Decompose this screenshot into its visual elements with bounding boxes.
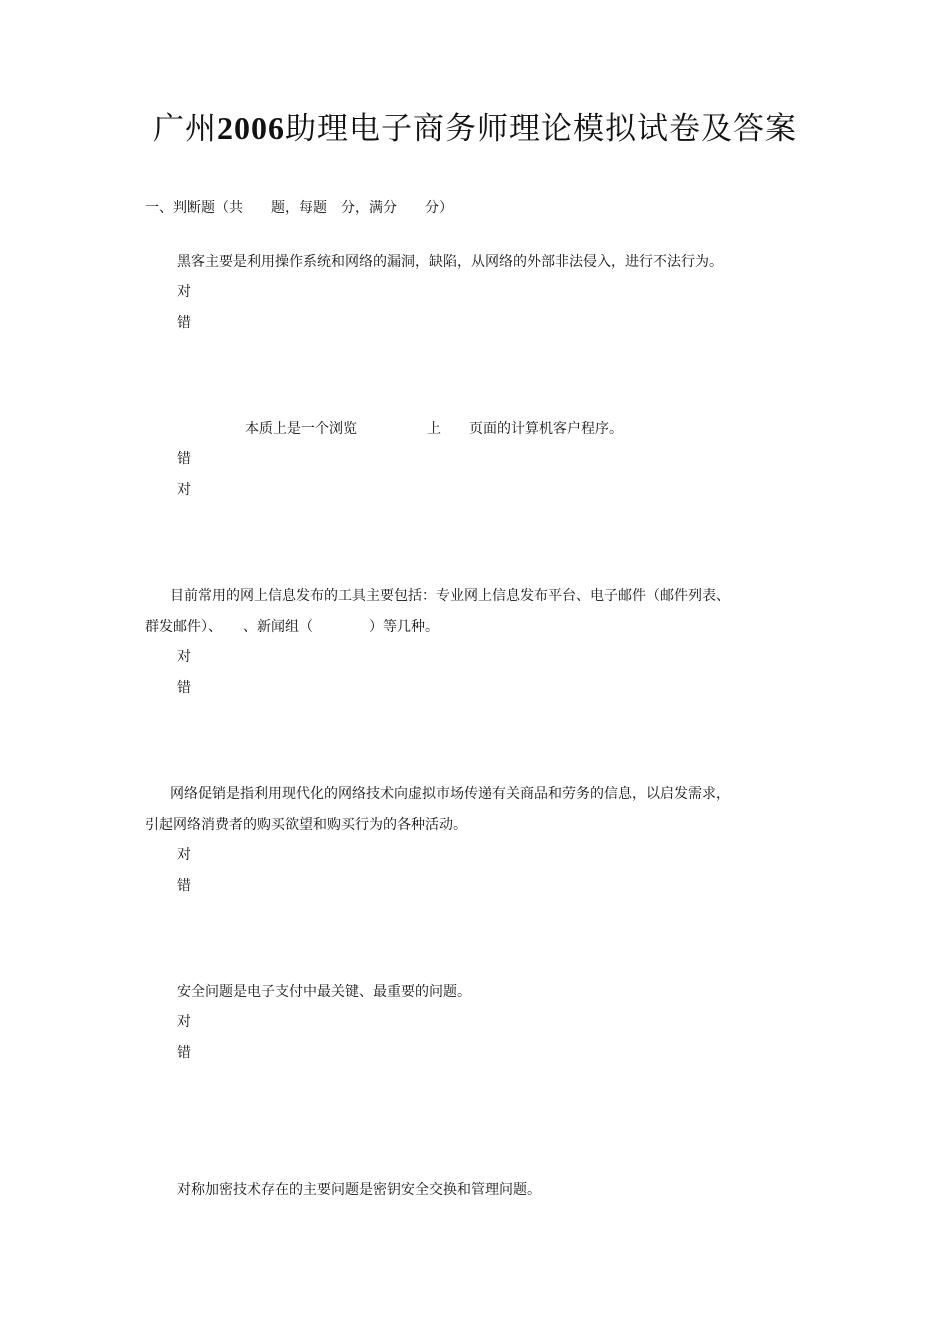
question-4-option-1: 对	[177, 847, 191, 863]
question-3-option-1: 对	[177, 649, 191, 665]
question-1-text: 黑客主要是利用操作系统和网络的漏洞，缺陷，从网络的外部非法侵入，进行不法行为。	[177, 254, 723, 270]
question-5-text: 安全问题是电子支付中最关键、最重要的问题。	[177, 984, 471, 1000]
question-4-text-line-1: 网络促销是指利用现代化的网络技术向虚拟市场传递有关商品和劳务的信息，以启发需求，	[170, 786, 730, 802]
title-prefix: 广州	[153, 111, 217, 147]
question-4-text-line-2: 引起网络消费者的购买欲望和购买行为的各种活动。	[145, 817, 467, 833]
document-title	[0, 104, 950, 153]
question-6-text: 对称加密技术存在的主要问题是密钥安全交换和管理问题。	[177, 1182, 541, 1198]
section-heading: 一、判断题（共 题，每题 分，满分 分）	[145, 200, 453, 216]
question-3-text-line-1: 目前常用的网上信息发布的工具主要包括：专业网上信息发布平台、电子邮件（邮件列表、	[170, 588, 730, 604]
question-4-option-2: 错	[177, 878, 191, 894]
question-2-text: 本质上是一个浏览 上 页面的计算机客户程序。	[245, 421, 623, 437]
question-1-option-1: 对	[177, 284, 191, 300]
question-2-option-2: 对	[177, 482, 191, 498]
title-year: 2006	[217, 110, 285, 146]
question-3-option-2: 错	[177, 680, 191, 696]
question-5-option-2: 错	[177, 1045, 191, 1061]
title-suffix: 助理电子商务师理论模拟试卷及答案	[285, 111, 797, 147]
question-3-text-line-2: 群发邮件）、 、新闻组（ ）等几种。	[145, 619, 439, 635]
question-2-option-1: 错	[177, 451, 191, 467]
question-5-option-1: 对	[177, 1014, 191, 1030]
question-1-option-2: 错	[177, 315, 191, 331]
